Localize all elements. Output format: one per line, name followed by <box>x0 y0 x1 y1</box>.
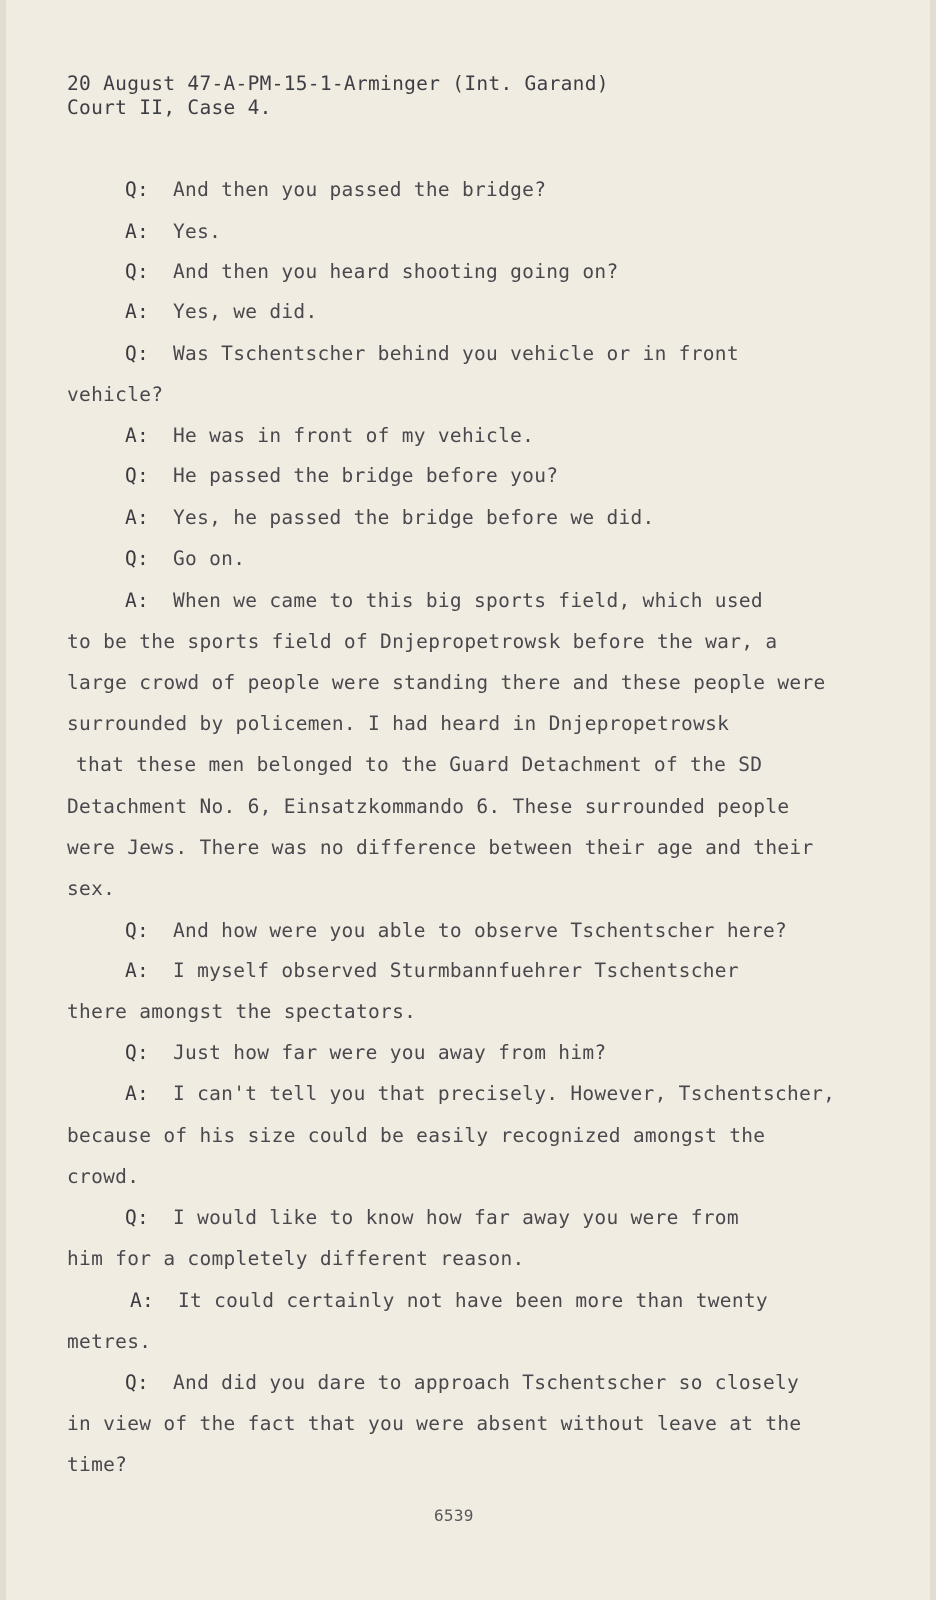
transcript-line <box>125 300 317 323</box>
line-text: And then you passed the bridge? <box>173 178 547 201</box>
question-marker: Q: <box>125 1371 150 1394</box>
line-text: He passed the bridge before you? <box>173 464 559 487</box>
question-marker: Q: <box>125 178 150 201</box>
transcript-line <box>130 1289 768 1312</box>
line-text: And then you heard shooting going on? <box>173 260 619 283</box>
transcript-line <box>125 260 618 283</box>
answer-marker: A: <box>125 220 150 243</box>
question-marker: Q: <box>125 1206 150 1229</box>
transcript-line <box>125 589 763 612</box>
question-marker: Q: <box>125 260 150 283</box>
transcript-line <box>125 464 558 487</box>
line-text: And did you dare to approach Tschentscher so closely <box>173 1371 800 1394</box>
question-marker: Q: <box>125 342 150 365</box>
header-line-2: Court II, Case 4. <box>67 96 272 119</box>
line-text: It could certainly not have been more than twenty <box>178 1289 768 1312</box>
answer-marker: A: <box>130 1289 155 1312</box>
transcript-line: time? <box>67 1453 128 1476</box>
transcript-line <box>125 220 221 243</box>
transcript-line: large crowd of people were standing there and these people were <box>67 671 826 694</box>
answer-marker: A: <box>125 300 150 323</box>
question-marker: Q: <box>125 919 150 942</box>
line-text: Just how far were you away from him? <box>173 1041 607 1064</box>
line-text: Yes, we did. <box>173 300 318 323</box>
line-text: I myself observed Sturmbannfuehrer Tschentscher <box>173 959 739 982</box>
transcript-line: there amongst the spectators. <box>67 1000 417 1023</box>
transcript-line: crowd. <box>67 1165 140 1188</box>
question-marker: Q: <box>125 464 150 487</box>
transcript-line <box>125 1371 799 1394</box>
transcript-line <box>125 342 739 365</box>
transcript-line <box>125 424 534 447</box>
transcript-line: metres. <box>67 1330 152 1353</box>
answer-marker: A: <box>125 506 150 529</box>
answer-marker: A: <box>125 589 150 612</box>
transcript-line: Detachment No. 6, Einsatzkommando 6. These surrounded people <box>67 795 790 818</box>
transcript-line: were Jews. There was no difference between their age and their <box>67 836 814 859</box>
transcript-line <box>125 919 787 942</box>
transcript-line: him for a completely different reason. <box>67 1247 525 1270</box>
line-text: Was Tschentscher behind you vehicle or in front <box>173 342 739 365</box>
transcript-line: vehicle? <box>67 383 164 406</box>
header-line-1: 20 August 47-A-PM-15-1-Arminger (Int. Garand) <box>67 72 609 95</box>
transcript-line <box>125 547 245 570</box>
question-marker: Q: <box>125 1041 150 1064</box>
question-marker: Q: <box>125 547 150 570</box>
transcript-line <box>125 178 546 201</box>
answer-marker: A: <box>125 1082 150 1105</box>
transcript-line <box>125 1206 739 1229</box>
transcript-line: because of his size could be easily recognized amongst the <box>67 1124 766 1147</box>
line-text: Go on. <box>173 547 246 570</box>
line-text: When we came to this big sports field, which used <box>173 589 763 612</box>
transcript-line: that these men belonged to the Guard Detachment of the SD <box>76 753 763 776</box>
answer-marker: A: <box>125 959 150 982</box>
page-number: 6539 <box>434 1506 474 1525</box>
transcript-line <box>125 959 739 982</box>
line-text: And how were you able to observe Tschentscher here? <box>173 919 788 942</box>
transcript-line <box>125 1041 606 1064</box>
line-text: I can't tell you that precisely. However, Tschentscher, <box>173 1082 836 1105</box>
answer-marker: A: <box>125 424 150 447</box>
line-text: I would like to know how far away you were from <box>173 1206 739 1229</box>
transcript-line: in view of the fact that you were absent without leave at the <box>67 1412 802 1435</box>
transcript-line <box>125 1082 835 1105</box>
transcript-line: surrounded by policemen. I had heard in Dnjepropetrowsk <box>67 712 730 735</box>
transcript-line: to be the sports field of Dnjepropetrowsk before the war, a <box>67 630 778 653</box>
line-text: Yes, he passed the bridge before we did. <box>173 506 655 529</box>
transcript-line: sex. <box>67 877 116 900</box>
transcript-line <box>125 506 655 529</box>
line-text: He was in front of my vehicle. <box>173 424 535 447</box>
line-text: Yes. <box>173 220 222 243</box>
